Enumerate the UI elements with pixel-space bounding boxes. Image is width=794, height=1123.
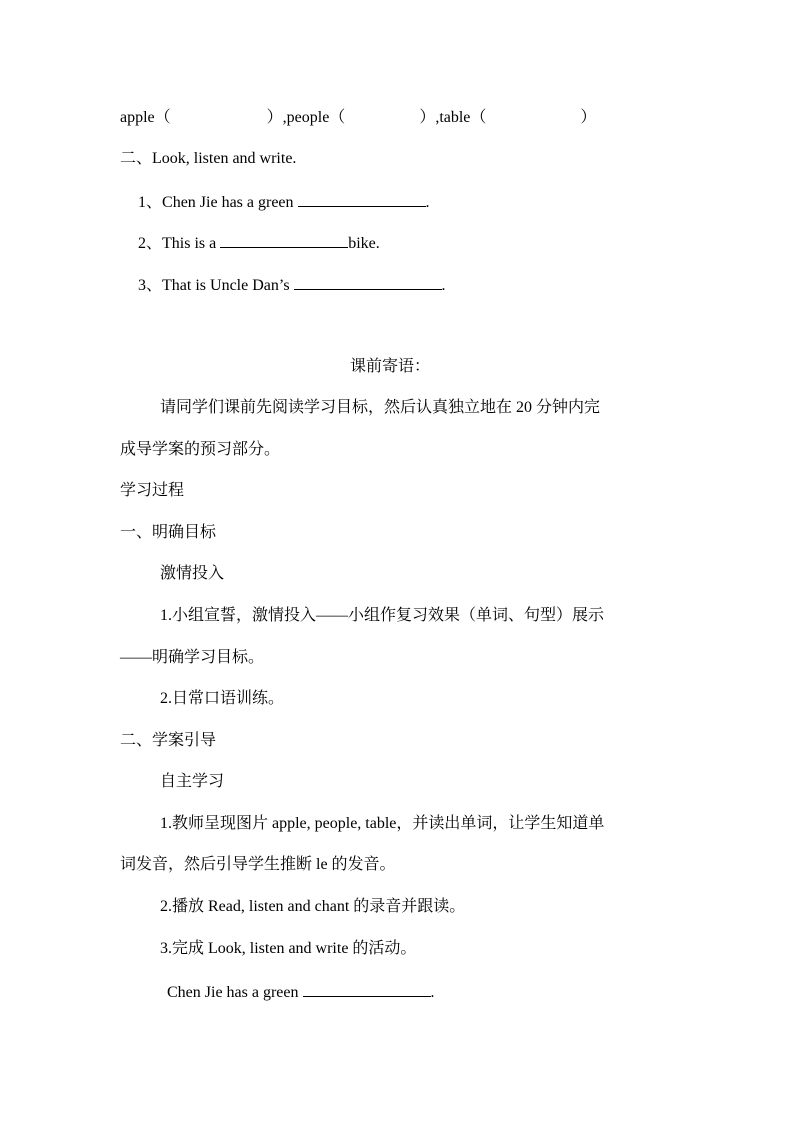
step-2-item-1-line-2: 词发音，然后引导学生推断 le 的发音。 (120, 856, 396, 873)
step-1-item-1-line-2: ——明确学习目标。 (120, 649, 265, 666)
section2-title: 二、Look, listen and write. (120, 150, 297, 167)
step-1-item-2: 2.日常口语训练。 (160, 690, 285, 707)
step-2-item-2: 2.播放 Read, listen and chant 的录音并跟读。 (160, 898, 466, 915)
question-3 (138, 274, 446, 294)
preface-line-2: 成导学案的预习部分。 (120, 441, 281, 458)
step-1-title: 一、明确目标 (120, 524, 217, 541)
step-2-item-3: 3.完成 Look, listen and write 的活动。 (160, 940, 417, 957)
step-2-title: 二、学案引导 (120, 732, 217, 749)
question-3-end: . (441, 277, 446, 294)
vocab-line (120, 108, 596, 128)
question-2-end: bike. (348, 235, 380, 252)
step-2-item-1-line-1: 1.教师呈现图片 apple, people, table，并读出单词，让学生知道单 (160, 815, 605, 832)
question-3-text: That is Uncle Dan’s (162, 277, 294, 294)
vocab-close: ） (580, 109, 597, 126)
step-1-item-1-line-1: 1.小组宣誓，激情投入——小组作复习效果（单词、句型）展示 (160, 607, 605, 624)
question-2-text: This is a (162, 235, 221, 252)
question-1-blank[interactable] (298, 191, 426, 207)
final-line-end: . (430, 984, 435, 1001)
preface-title: 课前寄语： (350, 358, 431, 375)
vocab-apple: apple（ (120, 109, 171, 126)
question-3-number: 3、 (138, 277, 163, 294)
question-1 (138, 191, 430, 211)
question-2-number: 2、 (138, 235, 163, 252)
question-1-number: 1、 (138, 194, 163, 211)
preface-line-1: 请同学们课前先阅读学习目标，然后认真独立地在 20 分钟内完 (160, 399, 601, 416)
question-1-text: Chen Jie has a green (162, 194, 298, 211)
question-2-blank[interactable] (220, 232, 348, 248)
step-1-subtitle: 激情投入 (160, 565, 225, 582)
question-2 (138, 232, 380, 252)
final-line-text: Chen Jie has a green (167, 984, 303, 1001)
question-3-blank[interactable] (294, 274, 442, 290)
final-line-blank[interactable] (303, 981, 431, 997)
vocab-table: ）,table（ (419, 109, 487, 126)
question-1-end: . (425, 194, 430, 211)
step-2-subtitle: 自主学习 (160, 773, 225, 790)
final-line (167, 981, 435, 1001)
vocab-people: ）,people（ (266, 109, 346, 126)
process-title: 学习过程 (120, 482, 185, 499)
